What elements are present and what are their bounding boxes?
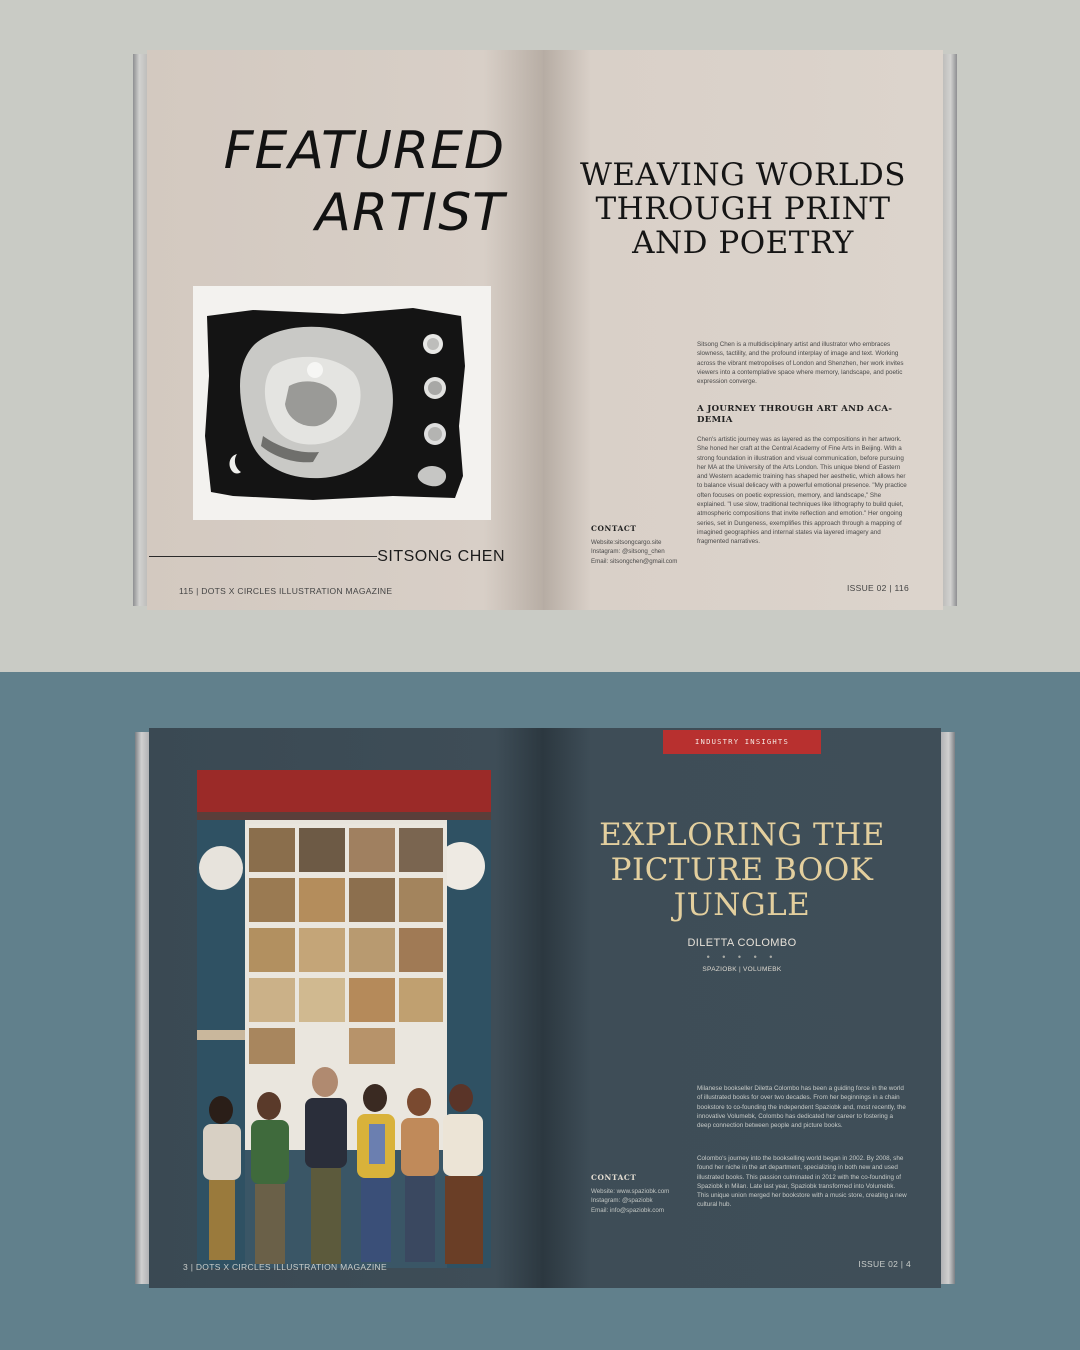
folio-right: ISSUE 02 | 116 xyxy=(846,583,909,593)
page-edge-right xyxy=(941,54,957,606)
artist-rule xyxy=(149,556,377,557)
contact-website: Website:sitsongcargo.site xyxy=(591,539,662,546)
feature-title-line1: FEATURED xyxy=(223,121,505,181)
featured-artist-spread xyxy=(133,50,957,610)
folio-left: 3 | DOTS X CIRCLES ILLUSTRATION MAGAZINE xyxy=(183,1262,387,1272)
left-page xyxy=(149,728,543,1288)
article-title-line3: AND POETRY xyxy=(632,225,854,261)
contact-heading: CONTACT xyxy=(591,1173,637,1182)
article-title xyxy=(543,818,941,923)
body-paragraph: Chen's artistic journey was as layered as the compositions in her artwork. She honed her craft at the Central Academy of Fine Arts in Beijing. With a strong foundation in illustration and visual communication, before pursuing her MA at the University of the Arts London. This unique blend of Eastern and Western academic training has shaped her aesthetic, which allows her to balance visual delicacy with a powerful emotional presence. "My practice often focuses on poetic expression, memory, and landscape," She explained. "I use slow, traditional techniques like lithography to build quiet, atmospheric compositions that invite reflection and emotion." Her ongoing series, set in Dungeness, exemplifies this approach through a mapping of imagined geographies and internal states via layered imagery and fragmented narratives. xyxy=(697,436,907,546)
intro-paragraph: Milanese bookseller Diletta Colombo has been a guiding force in the world of illustrated books for over two decades. From her beginnings in a chain bookstore to co-founding the independent Spaziobk and, most recently, the innovative Volumebk, Colombo has dedicated her career to fostering a deep connection between people and picture books. xyxy=(697,1085,906,1130)
contact-instagram: Instagram: @sitsong_chen xyxy=(591,548,665,556)
folio-right: ISSUE 02 | 4 xyxy=(858,1259,911,1269)
contact-email: Email: info@spaziobk.com xyxy=(591,1206,664,1214)
bookstore-group-photo xyxy=(197,770,491,1268)
photo-illustration xyxy=(197,770,491,1268)
artwork-image xyxy=(193,286,491,520)
page-edge-right xyxy=(939,732,955,1284)
article-title-line1: WEAVING WORLDS xyxy=(579,157,906,193)
intro-paragraph: Sitsong Chen is a multidisciplinary artist and illustrator who embraces slowness, tactility, and the profound interplay of image and text. Working across the vibrant metropolises of London and Shenzhen, her work invites viewers into a contemplative space where memory, landscape, and poetic expression converge. xyxy=(697,341,904,386)
section-heading: A JOURNEY THROUGH ART AND ACA-DEMIA xyxy=(697,404,893,425)
body-paragraph: Colombo's journey into the bookselling world began in 2002. By 2008, she found her niche in the art department, specializing in both new and used illustrated books. This passion culminated in 2012 with the co-founding of Spaziobk in Milan. Late last year, Spaziobk transformed into Volumebk. This unique union merged her bookstore with a music store, creating a new cultural hub. xyxy=(697,1155,907,1209)
contact-heading: CONTACT xyxy=(591,524,637,533)
contact-website: Website: www.spaziobk.com xyxy=(591,1188,670,1195)
industry-insights-spread xyxy=(135,728,955,1288)
artwork-lithograph xyxy=(193,286,491,520)
contact-email: Email: sitsongchen@gmail.com xyxy=(591,557,678,565)
article-title-line3: JUNGLE xyxy=(673,887,811,923)
article-title-line2: PICTURE BOOK xyxy=(610,852,874,888)
divider-dots: • • • • • xyxy=(706,952,778,962)
feature-title xyxy=(224,120,505,244)
contact-block xyxy=(591,1173,711,1215)
contact-instagram: Instagram: @spaziobk xyxy=(591,1197,653,1205)
feature-title-line2: ARTIST xyxy=(315,183,505,243)
artist-name: SITSONG CHEN xyxy=(377,548,505,565)
affiliation: SPAZIOBK | VOLUMEBK xyxy=(702,966,782,973)
author-name: DILETTA COLOMBO xyxy=(687,937,797,949)
folio-left: 115 | DOTS X CIRCLES ILLUSTRATION MAGAZINE xyxy=(179,586,393,596)
article-title-line2: THROUGH PRINT xyxy=(595,191,891,227)
left-page xyxy=(147,50,543,610)
article-title xyxy=(543,158,943,260)
contact-block xyxy=(591,524,701,566)
article-title-line1: EXPLORING THE xyxy=(599,817,885,853)
section-tag: INDUSTRY INSIGHTS xyxy=(663,730,821,754)
